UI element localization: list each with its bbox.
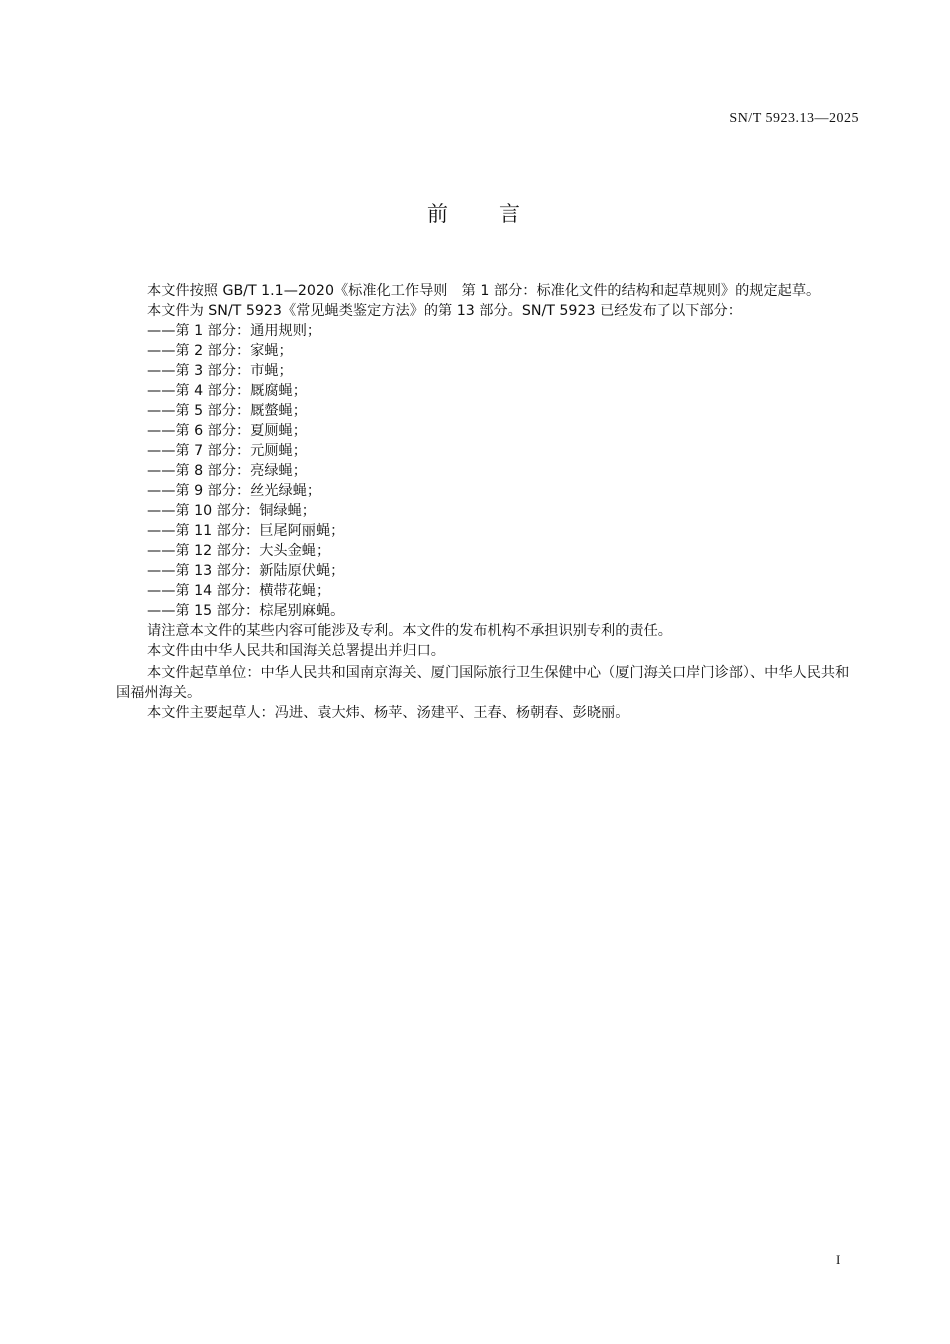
list-item: ——第 11 部分：巨尾阿丽蝇； <box>147 523 345 539</box>
paragraph-drafting-units: 本文件起草单位：中华人民共和国南京海关、厦门国际旅行卫生保健中心（厦门海关口岸门诊部）、中华人民共和国福州海关。 <box>116 665 850 701</box>
foreword-body <box>116 281 860 723</box>
list-item: ——第 7 部分：元厕蝇； <box>147 443 307 459</box>
page-title <box>0 198 950 228</box>
paragraph-drafting-rules: 本文件按照 GB/T 1.1—2020《标准化工作导则 第 1 部分：标准化文件的结构和起草规则》的规定起草。 <box>147 283 821 299</box>
list-item: ——第 12 部分：大头金蝇； <box>147 543 331 559</box>
list-item: ——第 2 部分：家蝇； <box>147 343 293 359</box>
list-item: ——第 14 部分：横带花蝇； <box>147 583 331 599</box>
paragraph-proposer: 本文件由中华人民共和国海关总署提出并归口。 <box>147 643 445 659</box>
list-item: ——第 3 部分：市蝇； <box>147 363 293 379</box>
list-item: ——第 8 部分：亮绿蝇； <box>147 463 307 479</box>
list-item: ——第 4 部分：厩腐蝇； <box>147 383 307 399</box>
paragraph-patent-notice: 请注意本文件的某些内容可能涉及专利。本文件的发布机构不承担识别专利的责任。 <box>147 623 672 639</box>
list-item: ——第 10 部分：铜绿蝇； <box>147 503 316 519</box>
title-char-2: 言 <box>499 202 523 226</box>
title-char-1: 前 <box>427 202 451 226</box>
list-item: ——第 15 部分：棕尾别麻蝇。 <box>147 603 345 619</box>
list-item: ——第 9 部分：丝光绿蝇； <box>147 483 322 499</box>
paragraph-drafters: 本文件主要起草人：冯进、袁大炜、杨苹、汤建平、王春、杨朝春、彭晓丽。 <box>147 705 630 721</box>
list-item: ——第 5 部分：厩螫蝇； <box>147 403 307 419</box>
page-number: I <box>836 1252 841 1267</box>
list-item: ——第 1 部分：通用规则； <box>147 323 322 339</box>
parts-list <box>116 321 860 621</box>
list-item: ——第 6 部分：夏厕蝇； <box>147 423 307 439</box>
list-item: ——第 13 部分：新陆原伏蝇； <box>147 563 345 579</box>
paragraph-series-intro: 本文件为 SN/T 5923《常见蝇类鉴定方法》的第 13 部分。SN/T 5923 已经发布了以下部分： <box>147 303 742 319</box>
document-code: SN/T 5923.13—2025 <box>729 111 859 126</box>
